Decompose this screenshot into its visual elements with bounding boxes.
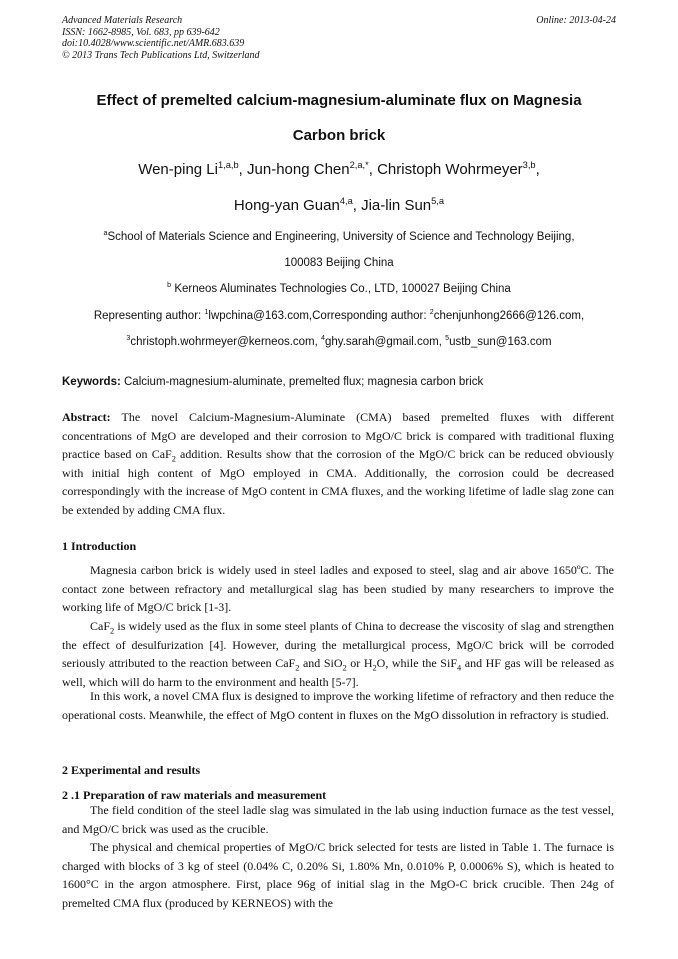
affiliation-a-line-2: 100083 Beijing China: [284, 257, 394, 269]
email-link[interactable]: christoph.wohrmeyer@kerneos.com,: [130, 336, 322, 348]
affil-marker: a: [103, 229, 108, 238]
affil-text: Kerneos Aluminates Technologies Co., LTD, 100027 Beijing China: [174, 283, 511, 295]
contact-sup: 4: [321, 334, 325, 343]
text-run: CaF: [90, 619, 111, 633]
contact-sup: 1: [204, 308, 209, 317]
author-list-line-2: Hong-yan Guan$^{4,a}$, Jia-lin Sun$^{5,a}$: [233, 196, 445, 214]
abstract-text: The novel Calcium-Magnesium-Aluminate (CMA) based premelted fluxes with different concentrations of MgO are developed and their corrosion to MgO/C brick is compared with traditional fluxing practice based on CaF: [62, 410, 614, 462]
online-date: Online: 2013-04-24: [536, 15, 616, 26]
author-name: Wen-ping Li: [138, 161, 218, 178]
text-run: and HF gas will be released as well, which will do harm to the environment and health [5-7].: [62, 656, 614, 689]
author-name: Jia-lin Sun: [361, 197, 432, 214]
subscript: 2: [342, 663, 347, 673]
contact-label: Corresponding author:: [312, 310, 430, 322]
text-run: O, while the SiF: [376, 656, 457, 671]
subscript: 4: [457, 663, 462, 673]
author-affil-sup: 3,b: [522, 160, 536, 170]
affiliation-a: [20, 231, 658, 243]
subscript: 2: [372, 663, 377, 673]
affiliation-b: [20, 283, 658, 295]
issn-line: ISSN: 1662-8985, Vol. 683, pp 639-642: [62, 26, 220, 38]
paper-title-line-2: Carbon brick: [292, 127, 386, 144]
subscript: 2: [110, 626, 115, 636]
keywords-label: Keywords:: [62, 376, 121, 388]
abstract-text: addition. Results show that the corrosion of the MgO/C brick can be reduced obviously with initial high content of MgO employed in CMA. Additionally, the corrosion could be decreased correspondingly with the increase of MgO content in CMA fluxes, and the working lifetime of ladle slag zone can be extended by adding CMA flux.: [62, 447, 614, 517]
section-heading-experimental: 2 Experimental and results: [62, 763, 201, 777]
text-run: and SiO: [299, 656, 343, 671]
section-heading-introduction: 1 Introduction: [62, 539, 137, 553]
text-run: or H: [346, 656, 373, 671]
author-name: Christoph Wohrmeyer: [377, 161, 523, 178]
copyright-line: © 2013 Trans Tech Publications Ltd, Switzerland: [62, 49, 260, 61]
experimental-paragraph-2: The physical and chemical properties of MgO/C brick selected for tests are listed in Table 1. The furnace is charged with blocks of 3 kg of steel (0.04% C, 0.20% Si, 1.80% Mn, 0.010% P, 0.0006% S), which is heated to 1600°C in the argon atmosphere. First, place 96g of initial slag in the MgO-C brick crucible. Then 24g of premelted CMA flux (produced by KERNEOS) with the: [62, 840, 614, 910]
abstract-label: Abstract:: [62, 410, 111, 424]
experimental-paragraph-1: The field condition of the steel ladle slag was simulated in the lab using induction furnace as the test vessel, and MgO/C brick was used as the crucible.: [62, 803, 614, 836]
journal-name: Advanced Materials Research: [62, 15, 183, 26]
author-name: Jun-hong Chen: [247, 161, 350, 178]
subsection-heading-preparation: 2 .1 Preparation of raw materials and measurement: [62, 788, 327, 802]
intro-paragraph-2: [62, 617, 614, 691]
email-link[interactable]: ustb_sun@163.com: [449, 336, 552, 348]
subscript: 2: [295, 663, 300, 673]
affil-marker: b: [167, 281, 172, 290]
author-affil-sup: 2,a,*: [349, 160, 369, 170]
paper-title-line-1: Effect of premelted calcium-magnesium-aluminate flux on Magnesia: [96, 92, 582, 109]
author-affil-sup: 1,a,b: [217, 160, 239, 170]
author-list-line-1: Wen-ping Li$^{1,a,b}$, Jun-hong Chen$^{2,a,*}$, Christoph Wohrmeyer$^{3,b}$,: [138, 160, 540, 178]
intro-paragraph-3: In this work, a novel CMA flux is designed to improve the working lifetime of refractory and then reduce the operational costs. Meanwhile, the effect of MgO content in fluxes on the MgO dissolution in refractory is studied.: [62, 689, 614, 722]
contact-line-2: [20, 336, 658, 348]
text-run: is widely used as the flux in some steel plants of China to decrease the viscosity of slag and strengthen the effect of desulfurization [4]. However, during the metallurgical process, MgO/C brick will be corroded seriously attributed to the reaction between CaF: [62, 619, 614, 671]
author-affil-sup: 5,a: [431, 196, 445, 206]
contact-label: Representing author:: [93, 310, 205, 322]
email-link[interactable]: ghy.sarah@gmail.com,: [325, 336, 446, 348]
author-name: Hong-yan Guan: [233, 197, 340, 214]
contact-sup: 5: [445, 334, 450, 343]
journal-header: [62, 15, 260, 61]
affil-text: School of Materials Science and Engineering, University of Science and Technology Beijing,: [107, 231, 575, 243]
email-link[interactable]: lwpchina@163.com,: [208, 310, 313, 322]
author-affil-sup: 4,a: [339, 196, 353, 206]
doi-line: doi:10.4028/www.scientific.net/AMR.683.639: [62, 38, 245, 49]
subscript: 2: [171, 454, 176, 464]
email-link[interactable]: chenjunhong2666@126.com,: [433, 310, 585, 322]
contact-line-1: [20, 310, 658, 322]
contact-sup: 3: [126, 334, 131, 343]
keywords: [62, 376, 483, 388]
abstract: [62, 408, 614, 520]
contact-sup: 2: [429, 308, 434, 317]
intro-paragraph-1: Magnesia carbon brick is widely used in steel ladles and exposed to steel, slag and air above 1650ºC. The contact zone between refractory and metallurgical slag has been studied by many researchers to improve the working life of MgO/C brick [1-3].: [62, 563, 614, 615]
keywords-text: Calcium-magnesium-aluminate, premelted flux; magnesia carbon brick: [120, 376, 484, 388]
